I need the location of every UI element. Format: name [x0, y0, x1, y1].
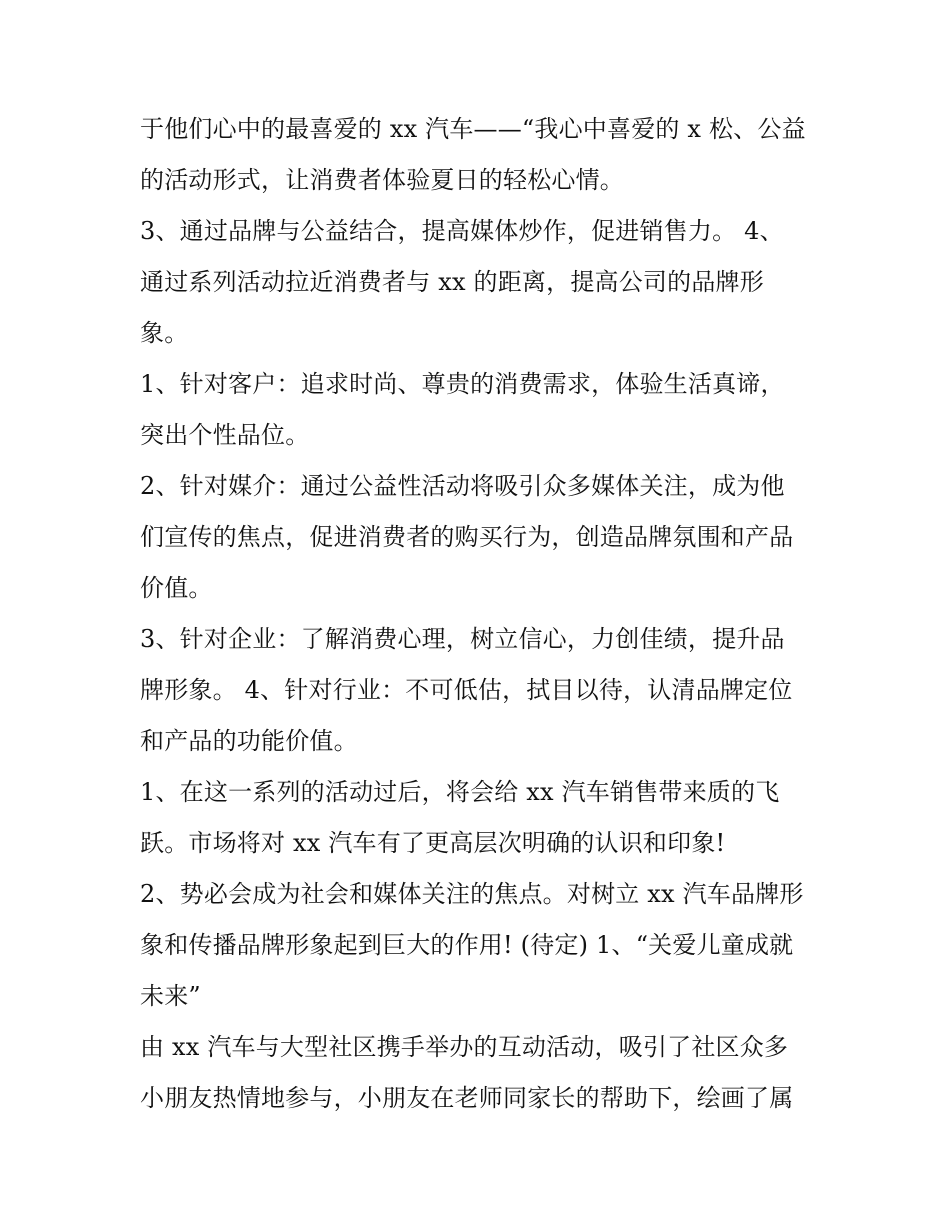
text-line: 由 xx 汽车与大型社区携手举办的互动活动，吸引了社区众多: [140, 1033, 789, 1061]
text-line: 3、针对企业：了解消费心理，树立信心，力创佳绩，提升品: [140, 625, 785, 653]
text-line: 突出个性品位。: [140, 421, 310, 449]
document-body: [140, 104, 820, 1124]
text-line: 未来”: [140, 982, 201, 1010]
text-line: 的活动形式，让消费者体验夏日的轻松心情。: [140, 166, 624, 194]
text-line: 2、势必会成为社会和媒体关注的焦点。对树立 xx 汽车品牌形: [140, 880, 804, 908]
text-line: 小朋友热情地参与，小朋友在老师同家长的帮助下，绘画了属: [140, 1084, 794, 1112]
text-line: 2、针对媒介：通过公益性活动将吸引众多媒体关注，成为他: [140, 472, 785, 500]
text-line: 们宣传的焦点，促进消费者的购买行为，创造品牌氛围和产品: [140, 523, 794, 551]
text-line: 象和传播品牌形象起到巨大的作用! (待定) 1、“关爱儿童成就: [140, 931, 794, 959]
text-line: 跃。市场将对 xx 汽车有了更高层次明确的认识和印象!: [140, 829, 726, 857]
text-line: 通过系列活动拉近消费者与 xx 的距离，提高公司的品牌形: [140, 268, 764, 296]
text-line: 1、在这一系列的活动过后，将会给 xx 汽车销售带来质的飞: [140, 778, 780, 806]
text-line: 价值。: [140, 574, 213, 602]
text-line: 牌形象。 4、针对行业：不可低估，拭目以待，认清品牌定位: [140, 676, 793, 704]
text-line: 和产品的功能价值。: [140, 727, 358, 755]
text-line: 象。: [140, 319, 189, 347]
text-line: 于他们心中的最喜爱的 xx 汽车——“我心中喜爱的 x 松、公益: [140, 115, 806, 143]
text-line: 1、针对客户：追求时尚、尊贵的消费需求，体验生活真谛，: [140, 370, 785, 398]
text-line: 3、通过品牌与公益结合，提高媒体炒作，促进销售力。 4、: [140, 217, 784, 245]
